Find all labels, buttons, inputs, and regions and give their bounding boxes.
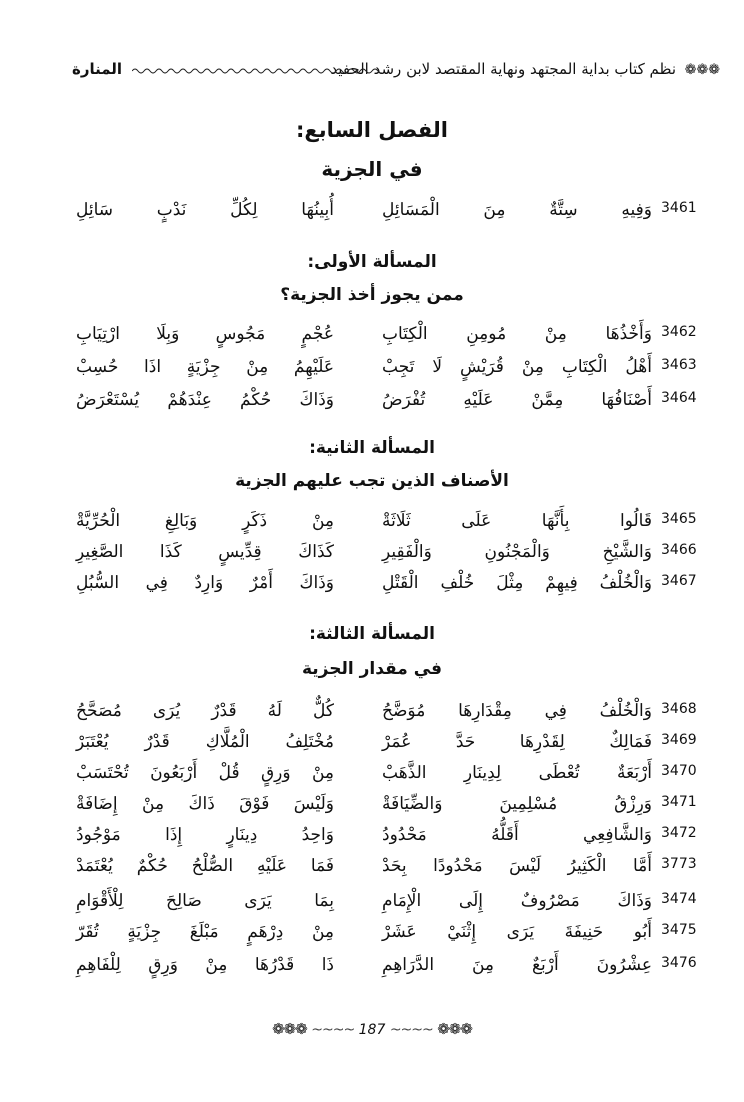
verse-second-hemistich: أُبِينُهَا لِكُلِّ نَدْبٍ سَائِلِ (76, 200, 334, 220)
verse-first-hemistich: أَمَّا الْكَثِيرُ لَيْسَ مَحْدُودًا بِحَدْ (382, 856, 652, 876)
ornament-icon: ❁❁❁ (437, 1020, 472, 1038)
verse-second-hemistich: مِنْ ذَكَرٍ وَبَالِغِ الْحُرِّيَّةْ (76, 511, 334, 531)
verse-first-hemistich: فَمَالِكٌ لِقَدْرِهَا حَدَّ عُمَرْ (382, 732, 652, 752)
verse-number: 3471 (661, 794, 697, 810)
verse-line (76, 540, 696, 566)
verse-number: 3465 (661, 511, 697, 527)
publisher-name: المنارة (72, 60, 123, 78)
chapter-subtitle: في الجزية (321, 157, 423, 181)
verse-second-hemistich: كَذَاكَ قِدِّيسٍ كَذَا الصَّغِيرِ (76, 542, 334, 562)
verse-line (76, 761, 696, 787)
verse-line (76, 198, 696, 224)
section-subtitle: ممن يجوز أخذ الجزية؟ (280, 285, 464, 305)
verse-second-hemistich: وَذَاكَ أَمْرٌ وَارِدٌ فِي السُّبُلِ (76, 573, 334, 593)
verse-second-hemistich: وَلَيْسَ فَوْقَ ذَاكَ مِنْ إِضَافَةْ (76, 794, 334, 814)
verse-number: 3476 (661, 955, 697, 971)
section-subtitle: في مقدار الجزية (301, 659, 443, 679)
verse-first-hemistich: عِشْرُونَ أَرْبَعٌ مِنَ الدَّرَاهِمِ (382, 955, 652, 975)
verse-line (76, 823, 696, 849)
verse-second-hemistich: كُلٌّ لَهُ قَدْرٌ يُرَى مُصَحَّحُ (76, 701, 334, 721)
verse-number: 3474 (661, 891, 697, 907)
verse-number: 3463 (661, 357, 697, 373)
verse-first-hemistich: وَفِيهِ سِتَّةٌ مِنَ الْمَسَائِلِ (382, 200, 652, 220)
verse-first-hemistich: وَذَاكَ مَصْرُوفٌ إِلَى الْإِمَامِ (382, 891, 652, 911)
section-title: المسألة الأولى: (307, 252, 437, 272)
verse-line (76, 953, 696, 979)
verse-line (76, 889, 696, 915)
verse-second-hemistich: مِنْ دِرْهَمٍ مَبْلَغَ جِزْيَةٍ تُقَرّ (76, 922, 334, 942)
page-footer (0, 1020, 744, 1038)
verse-number: 3461 (661, 200, 697, 216)
verse-first-hemistich: وَالْخُلْفُ فِيهِمْ مِثْلَ خُلْفِ الْقَتْلِ (382, 573, 652, 593)
verse-line (76, 699, 696, 725)
verse-second-hemistich: فَمَا عَلَيْهِ الصُّلْحُ حُكْمٌ يُعْتَمَدْ (76, 856, 334, 876)
verse-second-hemistich: وَذَاكَ حُكْمُ عِنْدَهُمْ يُسْتَعْرَضُ (76, 390, 334, 410)
verse-number: 3466 (661, 542, 697, 558)
section-subtitle: الأصناف الذين تجب عليهم الجزية (235, 471, 509, 491)
verse-line (76, 388, 696, 414)
chapter-title: الفصل السابع: (296, 118, 448, 142)
running-title (330, 60, 720, 78)
verse-number: 3468 (661, 701, 697, 717)
section-title: المسألة الثانية: (309, 438, 435, 458)
verse-number: 3464 (661, 390, 697, 406)
verse-first-hemistich: وَالشَّيْخِ وَالْمَجْنُونِ وَالْفَقِيرِ (382, 542, 652, 562)
verse-line (76, 355, 696, 381)
page-number: 187 (358, 1022, 386, 1038)
verse-number: 3467 (661, 573, 697, 589)
verse-second-hemistich: عَلَيْهِمُ مِنْ جِزْيَةٍ اذَا حُسِبْ (76, 357, 334, 377)
verse-line (76, 730, 696, 756)
ornament-icon: ❁❁❁ (272, 1020, 307, 1038)
verse-number: 3475 (661, 922, 697, 938)
verse-line (76, 571, 696, 597)
verse-first-hemistich: وَالشَّافِعِي أَقَلُّهُ مَحْدُودُ (382, 825, 652, 845)
verse-line (76, 854, 696, 880)
verse-number: 3773 (661, 856, 697, 872)
verse-number: 3462 (661, 324, 697, 340)
verse-number: 3470 (661, 763, 697, 779)
verse-number: 3472 (661, 825, 697, 841)
verse-first-hemistich: قَالُوا بِأَنَّهَا عَلَى ثَلَاثَةْ (382, 511, 652, 531)
verse-number: 3469 (661, 732, 697, 748)
book-title: نظم كتاب بداية المجتهد ونهاية المقتصد لابن رشد الحفيد (330, 60, 677, 78)
verse-first-hemistich: وَرِزْقُ مُسْلِمِينَ وَالضِّيَافَةْ (382, 794, 652, 814)
verse-line (76, 920, 696, 946)
wave-divider (132, 66, 382, 76)
verse-second-hemistich: عُجْمٍ مَجُوسٍ وَبِلَا ارْتِيَابِ (76, 324, 334, 344)
verse-first-hemistich: أَرْبَعَةٌ تُعْطَى لِدِينَارِ الذَّهَبْ (382, 763, 652, 783)
verse-second-hemistich: وَاحِدُ دِينَارٍ إِذَا مَوْجُودُ (76, 825, 334, 845)
page-header (24, 56, 720, 96)
verse-line (76, 322, 696, 348)
verse-first-hemistich: وَالْخُلْفُ فِي مِقْدَارِهَا مُوَضَّحُ (382, 701, 652, 721)
verse-second-hemistich: مِنْ وَرِقٍ قُلْ أَرْبَعُونَ تُحْتَسَبْ (76, 763, 334, 783)
verse-second-hemistich: ذَا قَدْرُهَا مِنْ وَرِقٍ لِلْفَاهِمِ (76, 955, 334, 975)
verse-second-hemistich: مُخْتَلِفُ الْمُلَّاكِ قَدْرٌ يُعْتَبَرْ (76, 732, 334, 752)
section-title: المسألة الثالثة: (309, 624, 435, 644)
footer-divider: ~~~~ (311, 1022, 355, 1038)
verse-second-hemistich: بِمَا يَرَى صَالِحَ لِلْأَقْوَامِ (76, 891, 334, 911)
verse-line (76, 509, 696, 535)
verse-first-hemistich: أَهْلُ الْكِتَابِ مِنْ قُرَيْشٍ لَا تَجِبْ (382, 357, 652, 377)
verse-line (76, 792, 696, 818)
footer-divider: ~~~~ (389, 1022, 433, 1038)
verse-first-hemistich: أَصْنَافُهَا مِمَّنْ عَلَيْهِ تُفْرَضُ (382, 390, 652, 410)
ornament-icon: ❁❁❁ (684, 62, 720, 78)
verse-first-hemistich: أَبُو حَنِيفَةَ يَرَى إِثْنَيْ عَشَرْ (382, 922, 652, 942)
verse-first-hemistich: وَأَخْذُهَا مِنْ مُومِنِ الْكِتَابِ (382, 324, 652, 344)
